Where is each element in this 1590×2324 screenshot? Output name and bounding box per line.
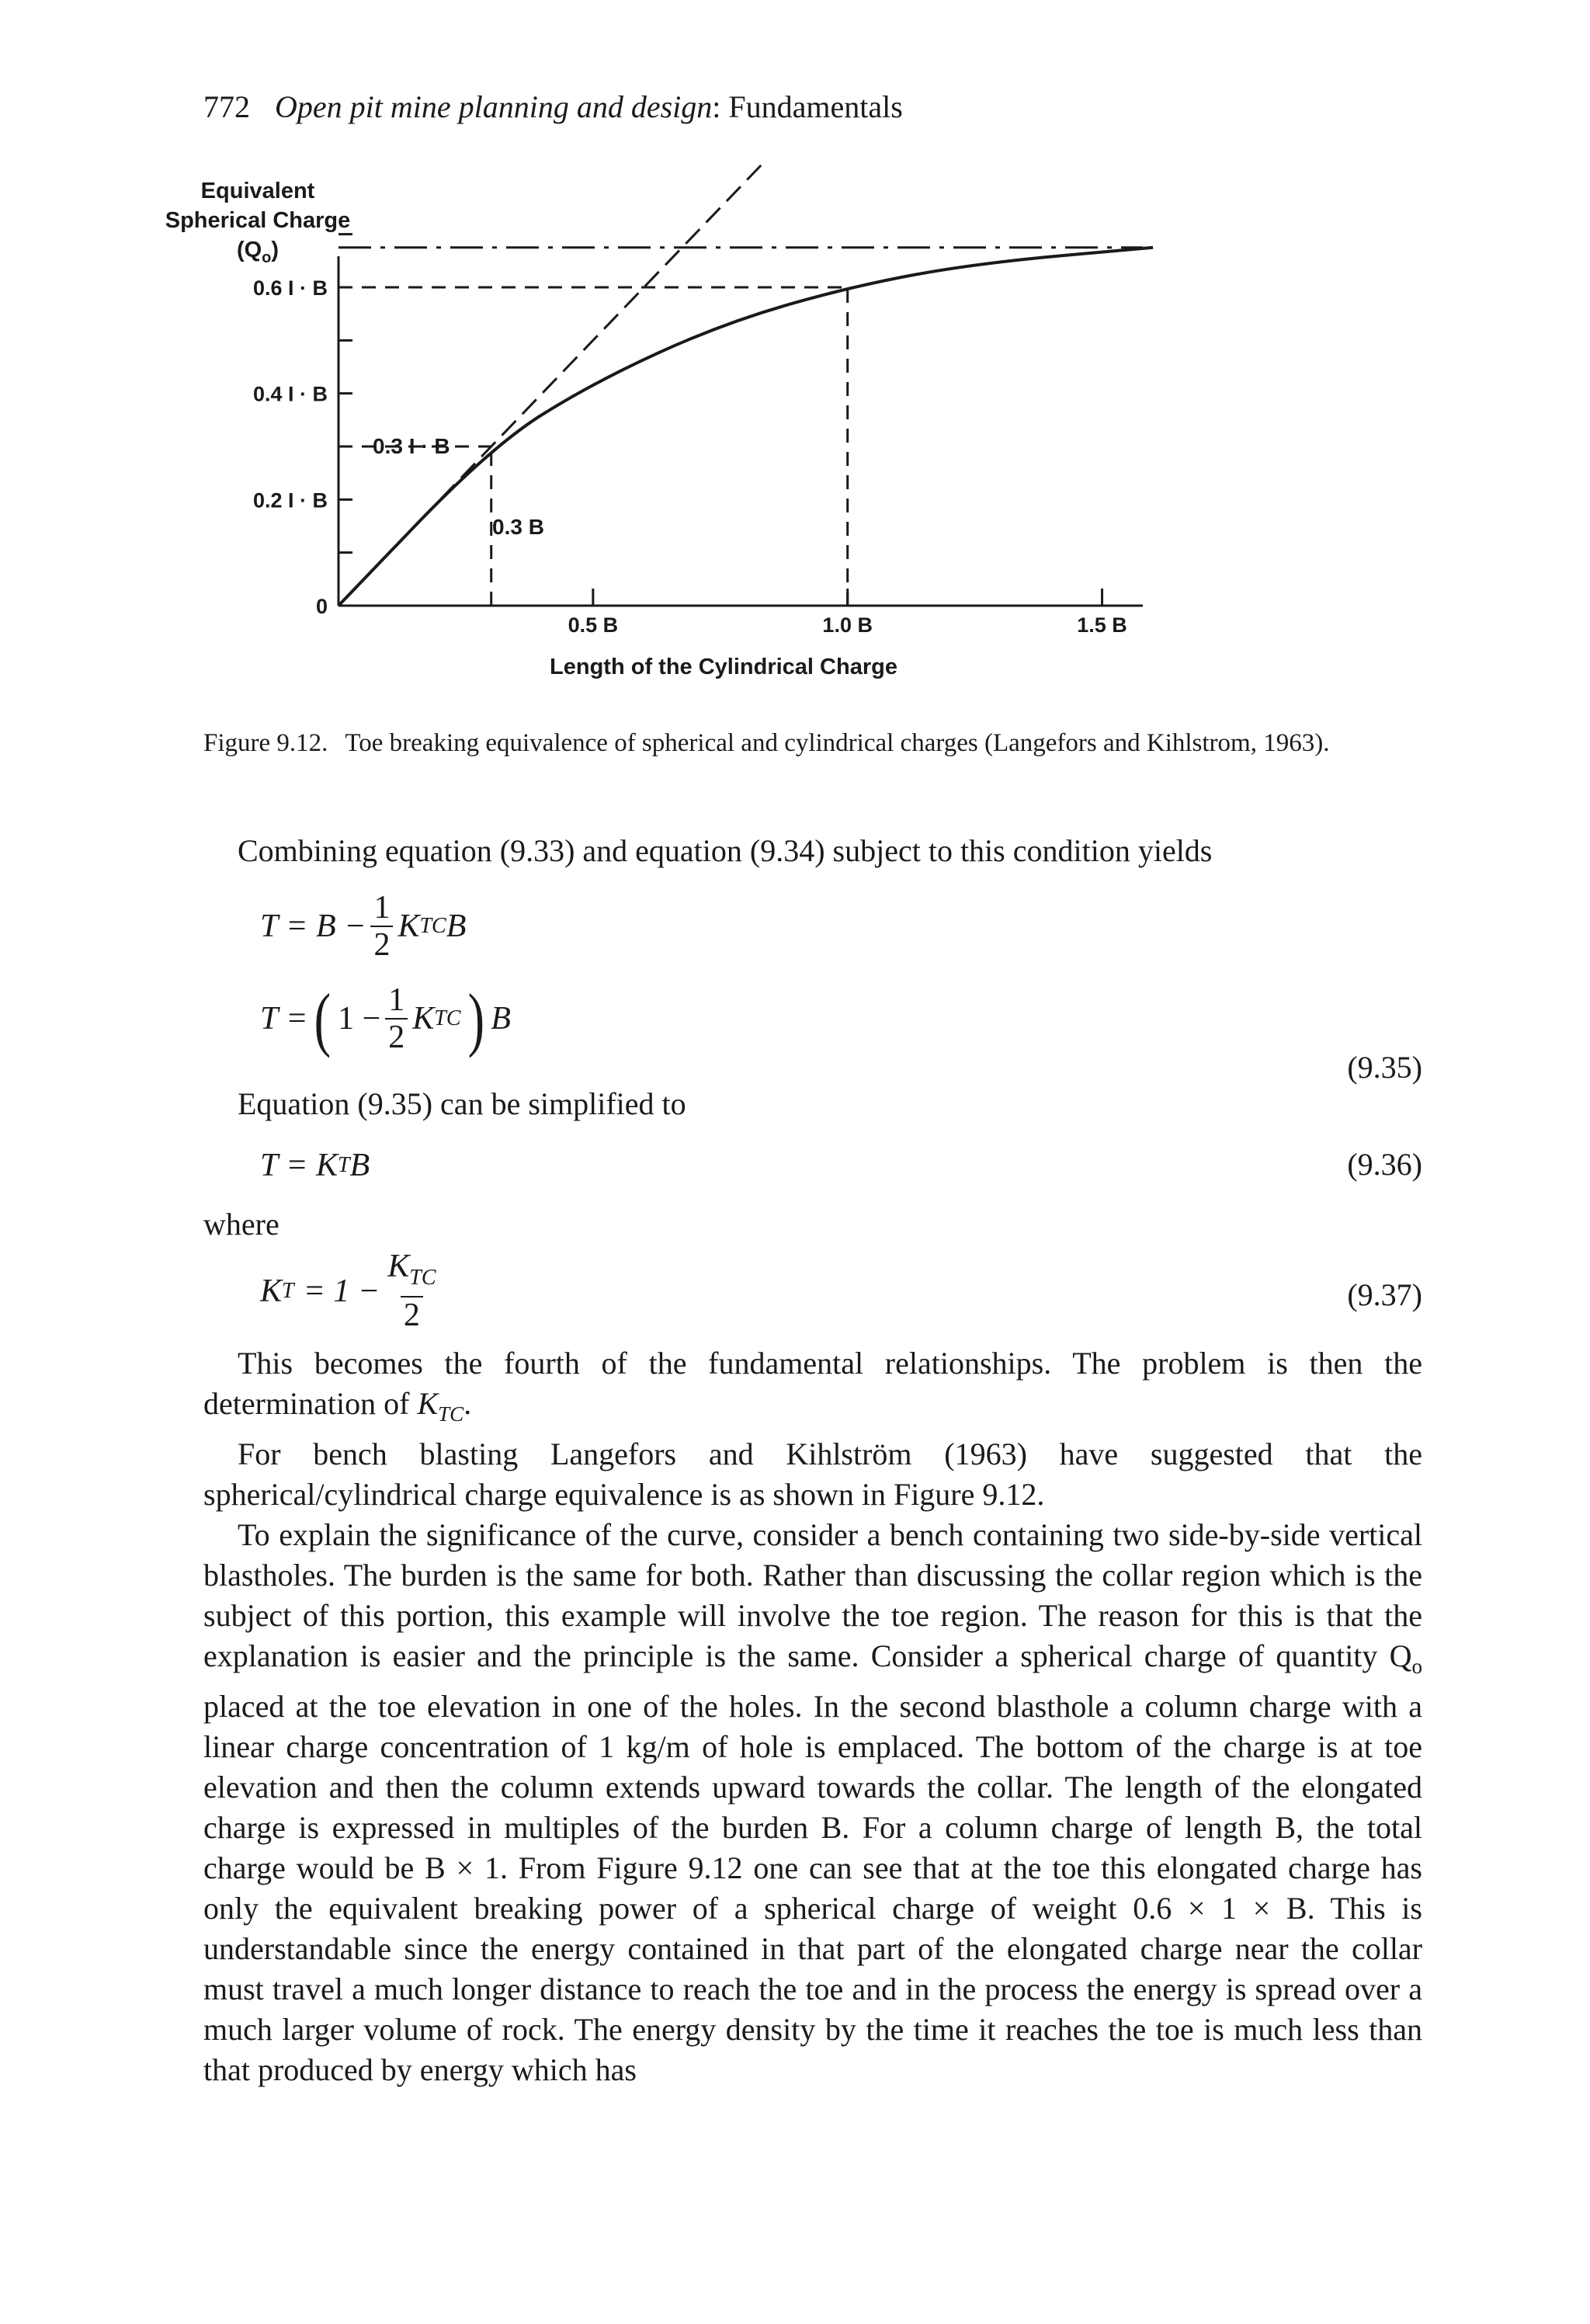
y-axis-title-line2: Spherical Charge (165, 208, 351, 233)
eq-b-one: 1 − (338, 1001, 381, 1037)
simplified-text: Equation (9.35) can be simplified to (238, 1086, 686, 1121)
page-number: 772 (203, 89, 250, 124)
equivalence-curve (338, 248, 1153, 606)
y-tick-label-2: 0.4 I · B (252, 382, 328, 406)
y-tick-label-1: 0.2 I · B (252, 488, 328, 512)
equation-number-9-35: (9.35) (1347, 1050, 1422, 1085)
where-text: where (203, 1207, 279, 1242)
figure-caption (203, 726, 1422, 760)
eq-b-fraction: $\frac{1}{2}$ (385, 982, 408, 1055)
figure-9-12 (165, 171, 1149, 699)
paragraph-intro (203, 831, 1422, 871)
caption-text: Toe breaking equivalence of spherical and cylindrical charges (Langefors and Kihlstrom, 1963). (345, 729, 1330, 757)
paragraph-explanation: To explain the significance of the curve, consider a bench containing two side-by-side vertical blastholes. The burden is the same for both. Rather than discussing the collar region which is the subject of this portion, this example will involve the toe region. The reason for this is that the explanation is easier and the principle is the same. Consider a spherical charge of quantity $Q_o$ placed at the toe elevation in one of the holes. In the second blasthole a column charge with a linear charge concentration of 1 kg/m of hole is emplaced. The bottom of the charge is at toe elevation and then the column extends upward towards the collar. The length of the elongated charge is expressed in multiples of the burden B. For a column charge of length B, the total charge would be B × 1. From Figure 9.12 one can see that at the toe this elongated charge has only the equivalent breaking power of a spherical charge of weight 0.6 × 1 × B. This is understandable since the energy contained in that part of the elongated charge near the collar must travel a much longer distance to reach the toe and in the process the energy is spread over a much larger volume of rock. The energy density by the time it reaches the toe is much less than that produced by energy which has (203, 1517, 1422, 2087)
y-tick-label-0: 0 (315, 595, 328, 618)
x-tick-label-2: 1.5 B (1077, 613, 1127, 637)
eq-a-k: K (398, 908, 420, 944)
equation-number-9-37: (9.37) (1347, 1277, 1422, 1312)
annotation-0-3-b: 0.3 B (492, 515, 544, 539)
equation-9-36: T = K T B (260, 1148, 370, 1183)
eq-d-fraction: $\frac{K_{TC}}{2}$ (387, 1249, 436, 1333)
paragraph-simplified (203, 1084, 1422, 1124)
paragraph-fourth-relationship: This becomes the fourth of the fundamental relationships. The problem is then the determination of $K_{TC}$. (203, 1346, 1422, 1426)
running-title: Open pit mine planning and design: Fundamentals (275, 89, 903, 124)
caption-label: Figure 9.12. (203, 729, 328, 757)
x-tick-label-0: 0.5 B (568, 613, 619, 637)
x-tick-label-1: 1.0 B (822, 613, 873, 637)
eq-a-fraction: $\frac{1}{2}$ (370, 890, 393, 963)
eq-b-lhs: T = (260, 1001, 308, 1037)
equation-9-35: T = ( 1 − $\frac{1}{2}$ K TC ) B (260, 979, 511, 1058)
equivalence-chart (165, 171, 1149, 699)
paragraph-where (203, 1204, 1422, 1245)
eq-a-lhs: T = B − (260, 908, 366, 944)
y-axis-title-line3: $(Q_o)$ (236, 238, 279, 266)
annotation-0-3-ib: 0.3 I · B (373, 434, 450, 458)
intro-text: Combining equation (9.33) and equation (9.34) subject to this condition yields (238, 833, 1213, 868)
y-tick-label-3: 0.6 I · B (252, 276, 328, 300)
paragraph-langefors: For bench blasting Langefors and Kihlström (1963) have suggested that the spherical/cylindrical charge equivalence is as shown in Figure 9.12. (203, 1436, 1422, 1512)
x-axis-title: Length of the Cylindrical Charge (550, 655, 897, 679)
equation-number-9-36: (9.36) (1347, 1147, 1422, 1182)
body-text (203, 1343, 1422, 2090)
y-axis-title-line1: Equivalent (200, 179, 315, 203)
page-header (203, 89, 903, 124)
equation-9-37: K T = 1 − $\frac{K_{TC}}{2}$ (260, 1249, 444, 1333)
equation-a: T = B − $\frac{1}{2}$ K TC B (260, 890, 467, 963)
